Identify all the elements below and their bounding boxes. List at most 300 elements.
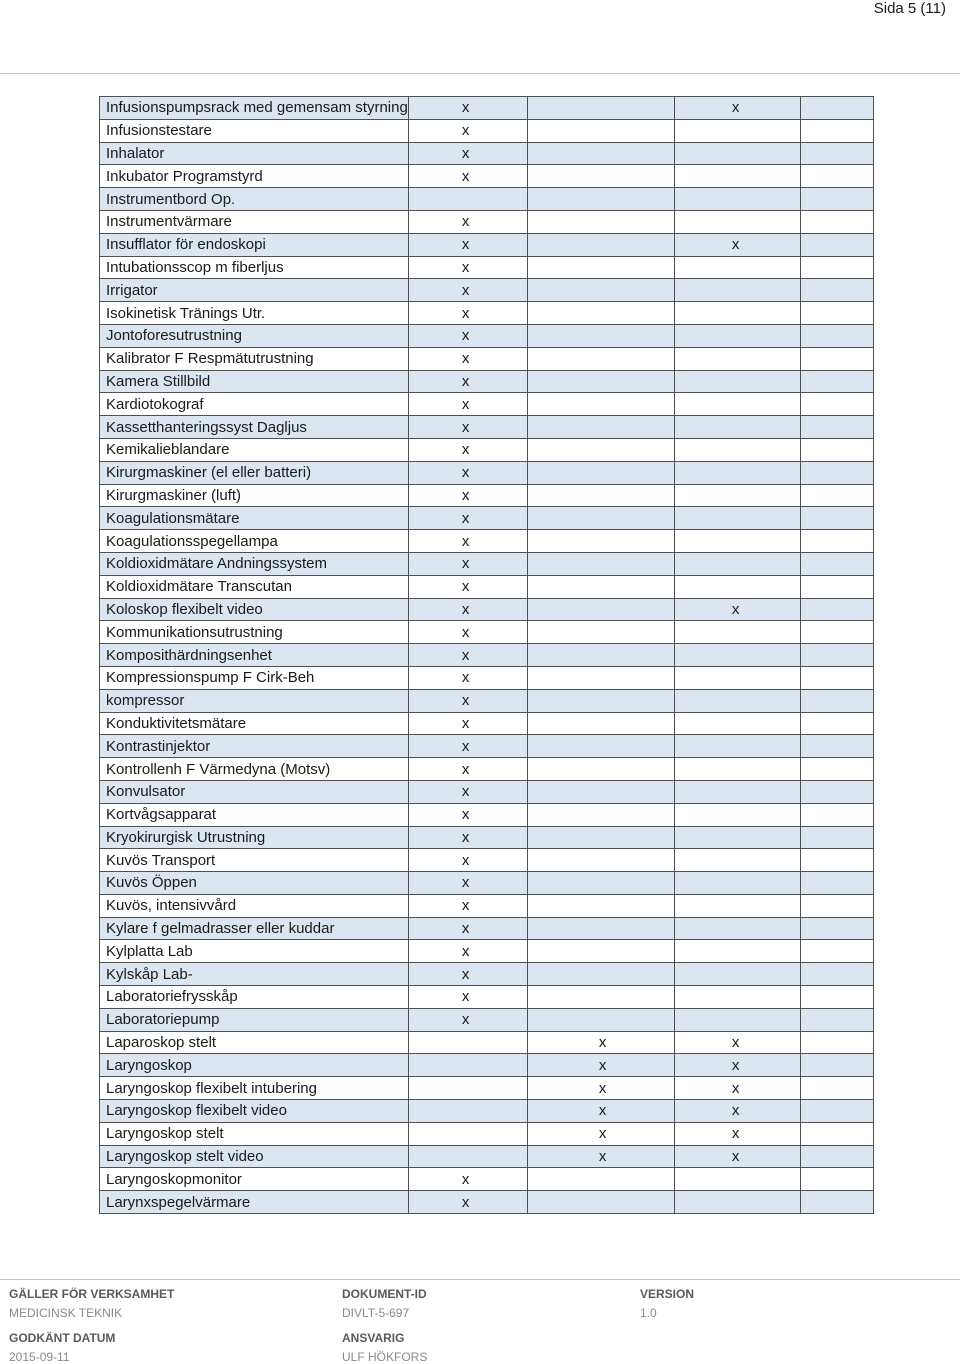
mark-cell [527,826,674,849]
footer-verksamhet-value: MEDICINSK TEKNIK [9,1306,123,1320]
mark-cell [527,575,674,598]
mark-cell [527,894,674,917]
mark-cell [527,1077,674,1100]
mark-cell [527,142,674,165]
mark-value: x [731,1102,740,1120]
equipment-name: Isokinetisk Tränings Utr. [100,302,409,325]
mark-cell [408,119,527,142]
mark-value: x [461,874,470,892]
mark-cell [408,347,527,370]
mark-cell [674,530,800,553]
table-row [100,507,874,530]
mark-cell [674,872,800,895]
mark-cell [527,644,674,667]
equipment-name: Inkubator Programstyrd [100,165,409,188]
table-row [100,666,874,689]
mark-cell [527,370,674,393]
equipment-name: Koagulationsmätare [100,507,409,530]
mark-cell [800,347,873,370]
mark-cell [408,849,527,872]
mark-value: x [461,304,470,322]
table-row [100,872,874,895]
table-row [100,210,874,233]
mark-cell [674,507,800,530]
mark-value: x [461,600,470,618]
mark-cell [800,302,873,325]
mark-value: x [461,669,470,687]
mark-cell [800,1008,873,1031]
mark-cell [527,940,674,963]
mark-cell [527,461,674,484]
mark-cell [408,393,527,416]
mark-cell [408,803,527,826]
mark-cell [527,689,674,712]
mark-cell [408,621,527,644]
mark-cell [800,438,873,461]
mark-cell [408,1100,527,1123]
equipment-name: Insufflator för endoskopi [100,233,409,256]
footer-version-label: VERSION [640,1287,695,1301]
footer-datum-value: 2015-09-11 [9,1350,70,1364]
equipment-name: Jontoforesutrustning [100,324,409,347]
mark-cell [527,165,674,188]
equipment-name: Kalibrator F Respmätutrustning [100,347,409,370]
mark-cell [674,1008,800,1031]
mark-value: x [461,258,470,276]
mark-cell [408,1031,527,1054]
mark-value: x [461,122,470,140]
mark-cell [408,666,527,689]
mark-cell [674,233,800,256]
mark-cell [674,712,800,735]
equipment-name: Koldioxidmätare Andningssystem [100,552,409,575]
mark-cell [408,461,527,484]
mark-value: x [461,851,470,869]
table-row [100,165,874,188]
equipment-name: Laryngoskopmonitor [100,1168,409,1191]
mark-cell [674,940,800,963]
mark-value: x [461,1193,470,1211]
equipment-name: Laryngoskop stelt [100,1122,409,1145]
mark-cell [408,210,527,233]
mark-cell [674,97,800,120]
mark-cell [527,530,674,553]
equipment-name: Konduktivitetsmätare [100,712,409,735]
mark-cell [674,1122,800,1145]
mark-cell [408,416,527,439]
table-row [100,780,874,803]
mark-cell [800,1031,873,1054]
mark-value: x [461,213,470,231]
table-row [100,894,874,917]
table-row [100,598,874,621]
mark-value: x [461,1011,470,1029]
table-row [100,188,874,211]
mark-cell [527,416,674,439]
mark-value: x [461,486,470,504]
mark-cell [800,826,873,849]
mark-value: x [461,942,470,960]
table-row [100,917,874,940]
equipment-name: Kassetthanteringssyst Dagljus [100,416,409,439]
mark-cell [408,302,527,325]
mark-cell [800,712,873,735]
table-row [100,1145,874,1168]
table-row [100,986,874,1009]
table-row [100,1191,874,1214]
mark-value: x [731,1079,740,1097]
mark-cell [800,872,873,895]
mark-value: x [461,555,470,573]
equipment-name: Irrigator [100,279,409,302]
mark-value: x [461,897,470,915]
mark-cell [674,986,800,1009]
mark-cell [527,1191,674,1214]
mark-cell [408,507,527,530]
mark-cell [527,324,674,347]
mark-value: x [461,692,470,710]
mark-value: x [598,1034,607,1052]
mark-value: x [461,965,470,983]
mark-cell [674,780,800,803]
mark-cell [408,1168,527,1191]
equipment-name: Laboratoriepump [100,1008,409,1031]
mark-cell [800,507,873,530]
mark-value: x [461,578,470,596]
mark-cell [408,735,527,758]
mark-cell [674,1031,800,1054]
mark-cell [408,1077,527,1100]
equipment-name: Infusionspumpsrack med gemensam styrning [100,97,409,120]
mark-value: x [461,737,470,755]
equipment-table [99,96,874,1214]
equipment-name: Kryokirurgisk Utrustning [100,826,409,849]
mark-value: x [461,1170,470,1188]
mark-value: x [731,1125,740,1143]
mark-cell [674,438,800,461]
mark-cell [527,484,674,507]
equipment-name: Koloskop flexibelt video [100,598,409,621]
table-row [100,1077,874,1100]
equipment-name: Kemikalieblandare [100,438,409,461]
mark-cell [408,963,527,986]
mark-cell [674,1145,800,1168]
mark-cell [674,689,800,712]
equipment-name: Instrumentbord Op. [100,188,409,211]
table-row [100,1031,874,1054]
header-divider [0,73,960,74]
mark-value: x [461,236,470,254]
equipment-name: Kylskåp Lab- [100,963,409,986]
mark-cell [800,188,873,211]
mark-cell [408,1191,527,1214]
mark-cell [800,119,873,142]
mark-value: x [461,646,470,664]
equipment-name: Kirurgmaskiner (luft) [100,484,409,507]
mark-cell [527,1054,674,1077]
mark-cell [408,438,527,461]
mark-cell [674,461,800,484]
mark-value: x [461,509,470,527]
mark-value: x [731,1034,740,1052]
mark-cell [408,1122,527,1145]
page-number: Sida 5 (11) [873,0,946,17]
mark-cell [527,188,674,211]
mark-cell [800,210,873,233]
mark-cell [674,552,800,575]
equipment-name: Kirurgmaskiner (el eller batteri) [100,461,409,484]
mark-cell [527,438,674,461]
mark-cell [800,963,873,986]
footer-dokument-value: DIVLT-5-697 [342,1306,410,1320]
mark-cell [674,119,800,142]
mark-cell [527,233,674,256]
table-row [100,97,874,120]
mark-cell [800,780,873,803]
mark-cell [527,347,674,370]
footer-ansvarig-value: ULF HÖKFORS [342,1350,428,1364]
table-row [100,1054,874,1077]
mark-cell [674,370,800,393]
mark-value: x [461,395,470,413]
mark-cell [527,963,674,986]
mark-cell [527,712,674,735]
mark-value: x [598,1125,607,1143]
mark-cell [800,324,873,347]
mark-value: x [461,714,470,732]
equipment-name: Laryngoskop stelt video [100,1145,409,1168]
mark-cell [527,917,674,940]
mark-cell [527,507,674,530]
mark-value: x [461,532,470,550]
mark-cell [674,165,800,188]
mark-cell [674,917,800,940]
mark-cell [674,484,800,507]
table-row [100,575,874,598]
mark-cell [408,1054,527,1077]
table-row [100,1100,874,1123]
footer-divider [0,1279,960,1280]
mark-value: x [731,1148,740,1166]
mark-value: x [461,418,470,436]
mark-cell [800,484,873,507]
table-row [100,302,874,325]
equipment-name: Kuvös Öppen [100,872,409,895]
mark-cell [527,1008,674,1031]
table-row [100,1122,874,1145]
mark-cell [408,97,527,120]
mark-cell [408,279,527,302]
mark-cell [674,324,800,347]
mark-cell [527,849,674,872]
mark-cell [408,552,527,575]
mark-cell [674,666,800,689]
mark-cell [674,849,800,872]
mark-cell [527,1122,674,1145]
equipment-name: Kylare f gelmadrasser eller kuddar [100,917,409,940]
mark-cell [800,1122,873,1145]
mark-cell [800,689,873,712]
mark-cell [408,826,527,849]
mark-value: x [461,783,470,801]
mark-value: x [731,600,740,618]
equipment-name: Konvulsator [100,780,409,803]
equipment-name: Kontrastinjektor [100,735,409,758]
mark-cell [800,598,873,621]
mark-value: x [461,167,470,185]
mark-value: x [461,99,470,117]
mark-cell [674,575,800,598]
mark-cell [408,986,527,1009]
mark-cell [674,803,800,826]
mark-cell [800,552,873,575]
mark-value: x [598,1079,607,1097]
table-row [100,963,874,986]
mark-cell [674,644,800,667]
table-row [100,256,874,279]
mark-cell [408,575,527,598]
mark-cell [408,370,527,393]
mark-cell [674,256,800,279]
mark-value: x [461,144,470,162]
mark-cell [800,621,873,644]
mark-cell [674,758,800,781]
mark-value: x [598,1056,607,1074]
footer-verksamhet-label: GÄLLER FÖR VERKSAMHET [9,1287,175,1301]
mark-value: x [461,281,470,299]
mark-cell [800,530,873,553]
mark-cell [408,917,527,940]
mark-cell [527,279,674,302]
mark-cell [800,666,873,689]
mark-cell [408,142,527,165]
mark-cell [800,165,873,188]
mark-cell [674,416,800,439]
mark-cell [527,393,674,416]
equipment-name: Laryngoskop flexibelt intubering [100,1077,409,1100]
mark-cell [527,210,674,233]
mark-cell [408,324,527,347]
mark-cell [408,233,527,256]
mark-value: x [461,327,470,345]
equipment-name: Laryngoskop [100,1054,409,1077]
mark-cell [527,119,674,142]
mark-value: x [731,1056,740,1074]
mark-value: x [461,920,470,938]
mark-cell [800,986,873,1009]
table-row [100,461,874,484]
equipment-name: Laparoskop stelt [100,1031,409,1054]
equipment-name: Larynxspegelvärmare [100,1191,409,1214]
table-row [100,689,874,712]
table-row [100,438,874,461]
table-row [100,1168,874,1191]
mark-cell [800,370,873,393]
mark-cell [408,484,527,507]
mark-cell [800,735,873,758]
equipment-name: Inhalator [100,142,409,165]
mark-cell [800,233,873,256]
mark-cell [800,1191,873,1214]
table-row [100,370,874,393]
mark-value: x [461,760,470,778]
mark-cell [408,188,527,211]
mark-cell [674,963,800,986]
equipment-name: Kylplatta Lab [100,940,409,963]
table-row [100,849,874,872]
footer-datum-label: GODKÄNT DATUM [9,1331,116,1345]
mark-cell [408,689,527,712]
equipment-name: Koagulationsspegellampa [100,530,409,553]
table-row [100,758,874,781]
mark-cell [527,302,674,325]
mark-value: x [731,99,740,117]
mark-cell [408,872,527,895]
mark-value: x [461,828,470,846]
mark-cell [800,1100,873,1123]
mark-value: x [461,623,470,641]
equipment-name: Komposithärdningsenhet [100,644,409,667]
mark-value: x [461,988,470,1006]
mark-cell [674,188,800,211]
mark-cell [800,849,873,872]
table-row [100,279,874,302]
table-row [100,803,874,826]
mark-cell [527,598,674,621]
mark-cell [800,1077,873,1100]
equipment-name: Laboratoriefrysskåp [100,986,409,1009]
equipment-name: Kommunikationsutrustning [100,621,409,644]
mark-value: x [461,464,470,482]
table-row [100,644,874,667]
equipment-name: Instrumentvärmare [100,210,409,233]
mark-cell [408,598,527,621]
equipment-name: Koldioxidmätare Transcutan [100,575,409,598]
table-row [100,324,874,347]
table-row [100,416,874,439]
table-row [100,347,874,370]
mark-cell [527,97,674,120]
table-row [100,233,874,256]
footer-ansvarig-label: ANSVARIG [342,1331,405,1345]
mark-cell [674,1168,800,1191]
table-row [100,735,874,758]
mark-cell [800,575,873,598]
mark-cell [527,1100,674,1123]
mark-cell [527,735,674,758]
mark-cell [527,1145,674,1168]
mark-value: x [598,1102,607,1120]
mark-value: x [461,350,470,368]
mark-cell [674,279,800,302]
mark-cell [674,1077,800,1100]
table-row [100,552,874,575]
equipment-name: kompressor [100,689,409,712]
mark-cell [527,803,674,826]
table-row [100,940,874,963]
mark-cell [674,735,800,758]
mark-cell [800,416,873,439]
mark-cell [527,666,674,689]
mark-cell [800,393,873,416]
mark-cell [527,256,674,279]
table-row [100,712,874,735]
mark-cell [674,621,800,644]
footer-version-value: 1.0 [640,1306,657,1320]
mark-cell [674,894,800,917]
mark-cell [674,826,800,849]
mark-cell [674,347,800,370]
